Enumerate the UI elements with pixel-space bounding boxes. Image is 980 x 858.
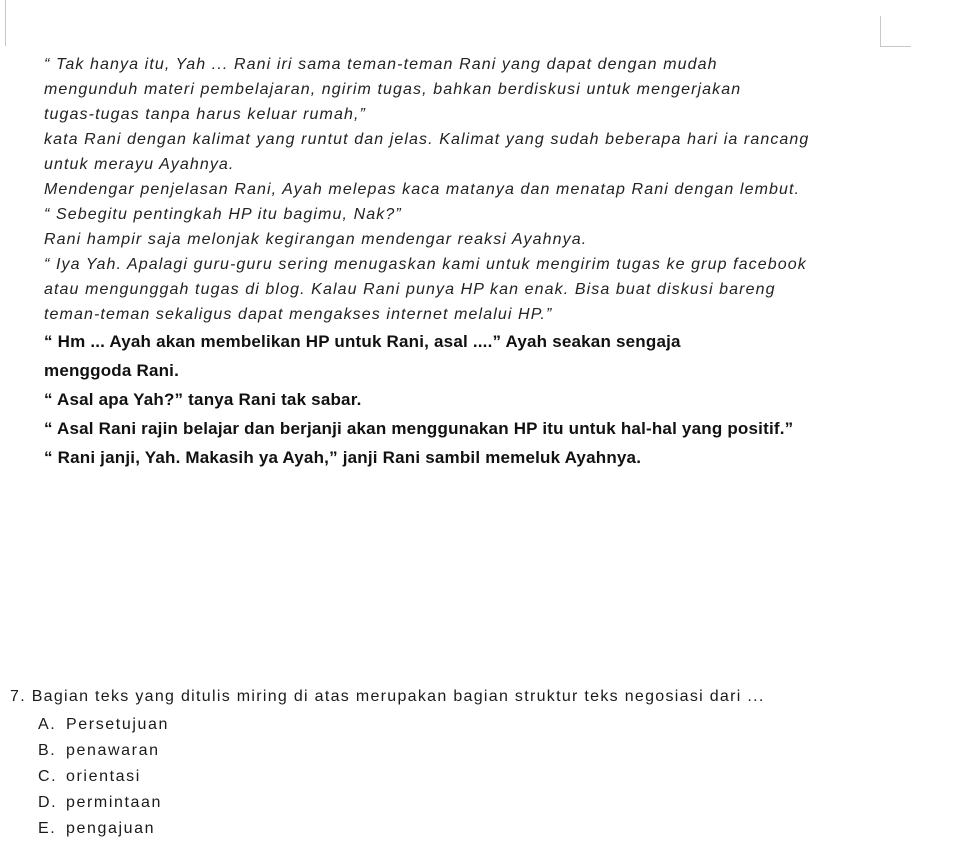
option-letter: A.	[38, 716, 57, 733]
option-b[interactable]	[10, 738, 910, 764]
passage-line: “ Sebegitu pentingkah HP itu bagimu, Nak?”	[44, 206, 402, 223]
option-d[interactable]	[10, 790, 910, 816]
question-7	[10, 682, 910, 842]
passage-bold-line: “ Asal Rani rajin belajar dan berjanji akan menggunakan HP itu untuk hal-hal yang positif.”	[44, 419, 794, 438]
option-text: permintaan	[66, 794, 163, 811]
passage-line: kata Rani dengan kalimat yang runtut dan jelas. Kalimat yang sudah beberapa hari ia rancang	[44, 131, 810, 148]
passage-line: Rani hampir saja melonjak kegirangan mendengar reaksi Ayahnya.	[44, 231, 588, 248]
option-text: orientasi	[66, 768, 141, 785]
passage-line: tugas-tugas tanpa harus keluar rumah,”	[44, 106, 366, 123]
option-letter: B.	[38, 742, 57, 759]
option-letter: E.	[38, 820, 57, 837]
passage-line: mengunduh materi pembelajaran, ngirim tugas, bahkan berdiskusi untuk mengerjakan	[44, 81, 742, 98]
passage-line: “ Tak hanya itu, Yah ... Rani iri sama teman-teman Rani yang dapat dengan mudah	[44, 56, 718, 73]
passage-line: teman-teman sekaligus dapat mengakses internet melalui HP.”	[44, 306, 553, 323]
option-a[interactable]	[10, 712, 910, 738]
option-letter: D.	[38, 794, 58, 811]
passage-line: atau mengunggah tugas di blog. Kalau Rani punya HP kan enak. Bisa buat diskusi bareng	[44, 281, 776, 298]
option-text: pengajuan	[66, 820, 156, 837]
page-margin-mark-right	[880, 16, 911, 47]
question-text: 7. Bagian teks yang ditulis miring di atas merupakan bagian struktur teks negosiasi dari ...	[10, 688, 765, 705]
answer-options	[10, 712, 910, 842]
page-margin-mark-left	[4, 0, 6, 46]
option-e[interactable]	[10, 816, 910, 842]
passage-bold-line: menggoda Rani.	[44, 361, 180, 380]
option-letter: C.	[38, 768, 58, 785]
passage-bold-line: “ Asal apa Yah?” tanya Rani tak sabar.	[44, 390, 362, 409]
passage-bold-line: “ Rani janji, Yah. Makasih ya Ayah,” janji Rani sambil memeluk Ayahnya.	[44, 448, 642, 467]
passage-line: Mendengar penjelasan Rani, Ayah melepas kaca matanya dan menatap Rani dengan lembut.	[44, 181, 801, 198]
story-passage	[44, 52, 884, 472]
option-c[interactable]	[10, 764, 910, 790]
passage-bold-line: “ Hm ... Ayah akan membelikan HP untuk Rani, asal ....” Ayah seakan sengaja	[44, 332, 681, 351]
passage-line: “ Iya Yah. Apalagi guru-guru sering menugaskan kami untuk mengirim tugas ke grup facebook	[44, 256, 807, 273]
option-text: penawaran	[66, 742, 160, 759]
option-text: Persetujuan	[66, 716, 169, 733]
passage-line: untuk merayu Ayahnya.	[44, 156, 235, 173]
